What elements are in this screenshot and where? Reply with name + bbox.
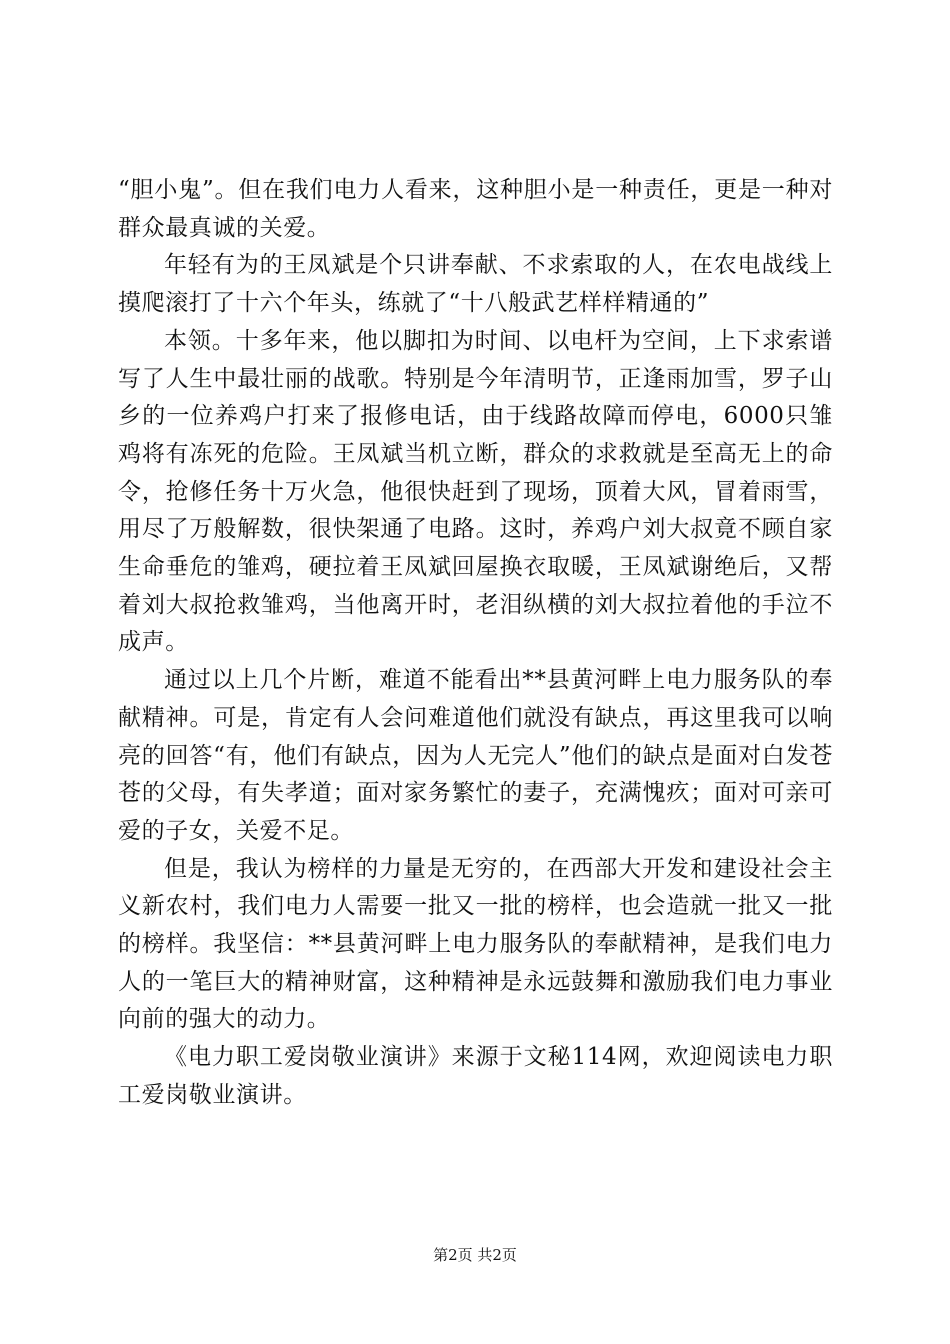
paragraph-5: 但是，我认为榜样的力量是无穷的，在西部大开发和建设社会主义新农村，我们电力人需要一批又一批的榜样，也会造就一批又一批的榜样。我坚信：**县黄河畔上电力服务队的奉献精神，是我们电力人的一笔巨大的精神财富，这种精神是永远鼓舞和激励我们电力事业向前的强大的动力。 [118,855,833,1033]
paragraph-6: 《电力职工爱岗敬业演讲》来源于文秘114网，欢迎阅读电力职工爱岗敬业演讲。 [118,1044,833,1108]
paragraph-3: 本领。十多年来，他以脚扣为时间、以电杆为空间，上下求索谱写了人生中最壮丽的战歌。特别是今年清明节，正逢雨加雪，罗子山乡的一位养鸡户打来了报修电话，由于线路故障而停电，6000只雏鸡将有冻死的危险。王凤斌当机立断，群众的求救就是至高无上的命令，抢修任务十万火急，他很快赶到了现场，顶着大风，冒着雨雪，用尽了万般解数，很快架通了电路。这时，养鸡户刘大叔竟不顾自家生命垂危的雏鸡，硬拉着王凤斌回屋换衣取暖，王凤斌谢绝后，又帮着刘大叔抢救雏鸡，当他离开时，老泪纵横的刘大叔拉着他的手泣不成声。 [118,327,833,656]
paragraph-1: “胆小鬼”。但在我们电力人看来，这种胆小是一种责任，更是一种对群众最真诚的关爱。 [118,177,833,241]
paragraph-2: 年轻有为的王凤斌是个只讲奉献、不求索取的人，在农电战线上摸爬滚打了十六个年头，练就了“十八般武艺样样精通的” [118,252,833,317]
page-number-footer: 第2页 共2页 [433,1246,517,1264]
document-body [118,172,833,1115]
paragraph-4: 通过以上几个片断，难道不能看出**县黄河畔上电力服务队的奉献精神。可是，肯定有人会问难道他们就没有缺点，再这里我可以响亮的回答“有，他们有缺点，因为人无完人”他们的缺点是面对白发苍苍的父母，有失孝道；面对家务繁忙的妻子，充满愧疚；面对可亲可爱的子女，关爱不足。 [118,667,833,844]
